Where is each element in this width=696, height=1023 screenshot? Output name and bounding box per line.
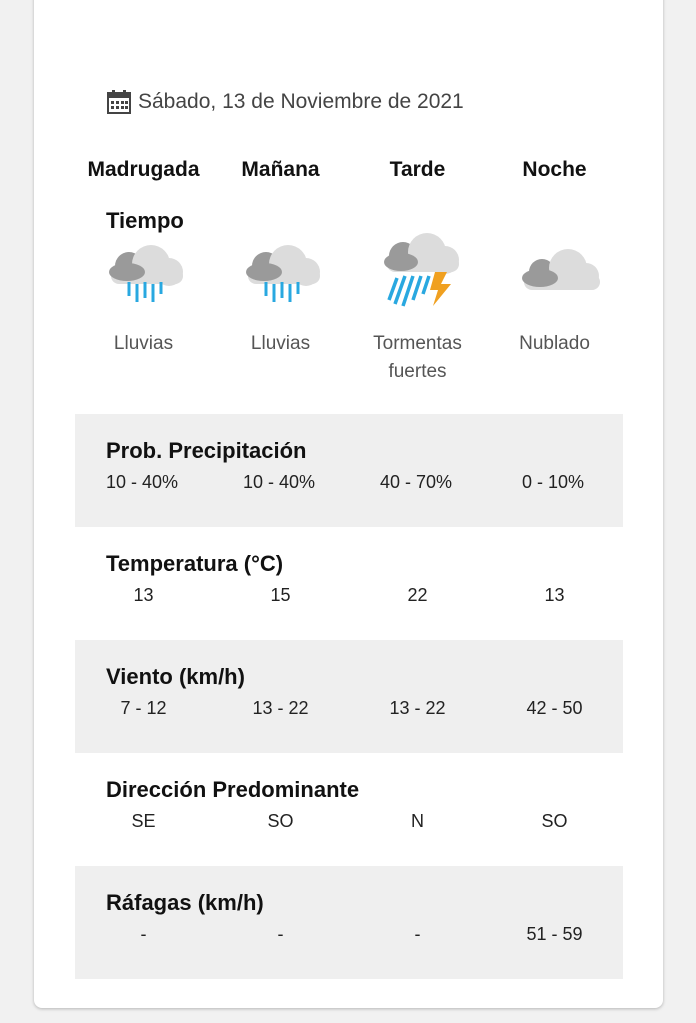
calendar-icon: [106, 89, 132, 115]
row-value: -: [140, 924, 147, 944]
row-value: SE: [131, 811, 156, 831]
row-value: 42 - 50: [526, 698, 583, 718]
condition-label: Nublado: [519, 333, 590, 354]
row-value: -: [414, 924, 421, 944]
row-value: 22: [407, 585, 428, 605]
row-value: -: [277, 924, 284, 944]
date-label: Sábado, 13 de Noviembre de 2021: [138, 90, 464, 113]
row-value: 40 - 70%: [380, 472, 453, 492]
condition-label: Lluvias: [250, 333, 311, 354]
row-value: SO: [267, 811, 294, 831]
forecast-card: [34, 0, 663, 1008]
row-title: Viento (km/h): [106, 664, 245, 689]
row-value: 13: [133, 585, 154, 605]
period-madrugada: Madrugada: [87, 158, 200, 181]
row-value: 15: [270, 585, 291, 605]
row-wind: [75, 640, 623, 753]
row-value: 10 - 40%: [106, 472, 179, 492]
weather-section-title: Tiempo: [106, 208, 184, 233]
condition-label: Tormentas fuertes: [373, 333, 462, 382]
cloudy-icon: [514, 242, 604, 312]
rain-cloud-icon: [99, 242, 189, 312]
date-header: [106, 86, 464, 118]
row-value: 0 - 10%: [522, 472, 585, 492]
rain-cloud-icon: [236, 242, 326, 312]
row-value: 51 - 59: [526, 924, 583, 944]
row-value: 13 - 22: [252, 698, 309, 718]
row-title: Temperatura (°C): [106, 551, 284, 576]
row-value: 13 - 22: [389, 698, 446, 718]
row-temperature: [75, 527, 623, 640]
period-noche: Noche: [522, 158, 587, 181]
row-value: N: [411, 811, 424, 831]
row-title: Ráfagas (km/h): [106, 890, 264, 915]
row-value: SO: [541, 811, 568, 831]
row-value: 10 - 40%: [243, 472, 316, 492]
period-manana: Mañana: [241, 158, 320, 181]
row-gusts: [75, 866, 623, 979]
condition-label: Lluvias: [113, 333, 174, 354]
row-wind-direction: [75, 753, 623, 866]
row-value: 7 - 12: [120, 698, 167, 718]
row-value: 13: [544, 585, 565, 605]
period-tarde: Tarde: [389, 158, 446, 181]
thunderstorm-cloud-icon: [375, 230, 465, 310]
row-title: Prob. Precipitación: [106, 438, 307, 463]
row-title: Dirección Predominante: [106, 777, 360, 802]
row-precipitation: [75, 414, 623, 527]
